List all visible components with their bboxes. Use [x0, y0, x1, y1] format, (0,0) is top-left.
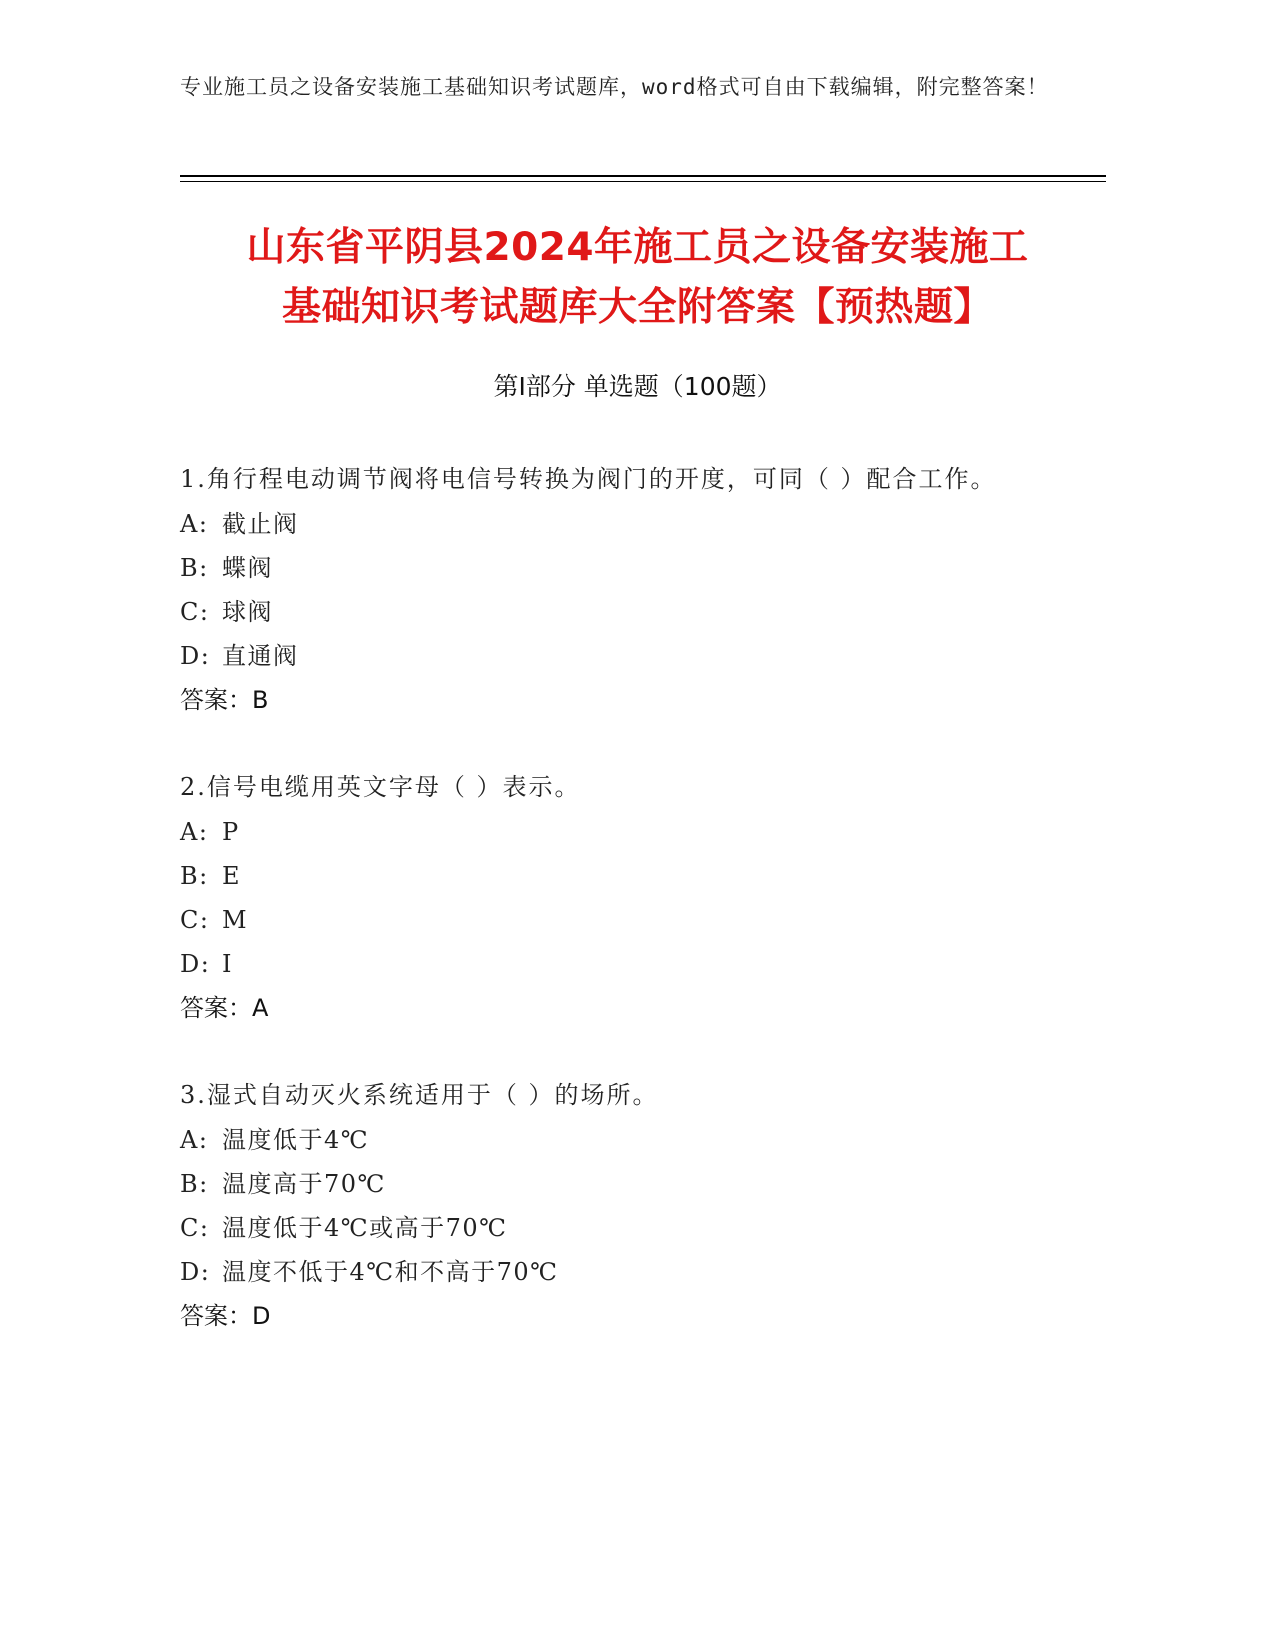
option-text: 温度高于70℃ — [222, 1170, 386, 1198]
option-key: D: — [180, 642, 211, 670]
option-text: M — [222, 906, 249, 934]
option-key: B: — [180, 1170, 209, 1198]
option-b — [180, 1162, 1040, 1206]
question-1 — [180, 456, 1040, 722]
question-2 — [180, 764, 1040, 1030]
answer: 答案：D — [180, 1302, 271, 1330]
option-text: I — [222, 950, 233, 978]
option-text: P — [222, 818, 240, 846]
option-key: D: — [180, 1258, 211, 1286]
option-c — [180, 590, 1040, 634]
option-key: C: — [180, 598, 210, 626]
option-text: 温度低于4℃或高于70℃ — [222, 1214, 508, 1242]
option-text: 直通阀 — [222, 642, 299, 670]
option-text: 温度低于4℃ — [222, 1126, 370, 1154]
option-key: A: — [180, 818, 209, 846]
option-b — [180, 546, 1040, 590]
answer: 答案：A — [180, 994, 269, 1022]
option-text: E — [222, 862, 242, 890]
question-list — [180, 456, 1040, 1380]
option-text: 温度不低于4℃和不高于70℃ — [222, 1258, 559, 1286]
option-key: B: — [180, 862, 209, 890]
header-note: 专业施工员之设备安装施工基础知识考试题库，word格式可自由下载编辑，附完整答案！ — [180, 75, 1049, 99]
option-a — [180, 1118, 1040, 1162]
option-text: 蝶阀 — [222, 554, 273, 582]
document-title-line-2: 基础知识考试题库大全附答案【预热题】 — [281, 285, 993, 330]
option-c — [180, 898, 1040, 942]
option-key: A: — [180, 1126, 209, 1154]
question-stem: 3.湿式自动灭火系统适用于（ ）的场所。 — [180, 1081, 659, 1109]
header-divider-thick — [180, 175, 1106, 177]
option-text: 球阀 — [222, 598, 273, 626]
question-3 — [180, 1072, 1040, 1338]
section-title: 第Ⅰ部分 单选题（100题） — [493, 372, 782, 401]
option-key: D: — [180, 950, 211, 978]
question-stem: 2.信号电缆用英文字母（ ）表示。 — [180, 773, 581, 801]
option-a — [180, 810, 1040, 854]
option-d — [180, 1250, 1040, 1294]
document-title-line-1: 山东省平阴县2024年施工员之设备安装施工 — [246, 225, 1029, 270]
option-key: B: — [180, 554, 209, 582]
option-b — [180, 854, 1040, 898]
option-c — [180, 1206, 1040, 1250]
option-text: 截止阀 — [222, 510, 299, 538]
option-a — [180, 502, 1040, 546]
answer: 答案：B — [180, 686, 269, 714]
option-d — [180, 634, 1040, 678]
option-d — [180, 942, 1040, 986]
option-key: C: — [180, 1214, 210, 1242]
header-divider-thin — [180, 181, 1106, 182]
option-key: A: — [180, 510, 209, 538]
document-title — [160, 218, 1115, 338]
option-key: C: — [180, 906, 210, 934]
question-stem: 1.角行程电动调节阀将电信号转换为阀门的开度，可同（ ）配合工作。 — [180, 465, 997, 493]
